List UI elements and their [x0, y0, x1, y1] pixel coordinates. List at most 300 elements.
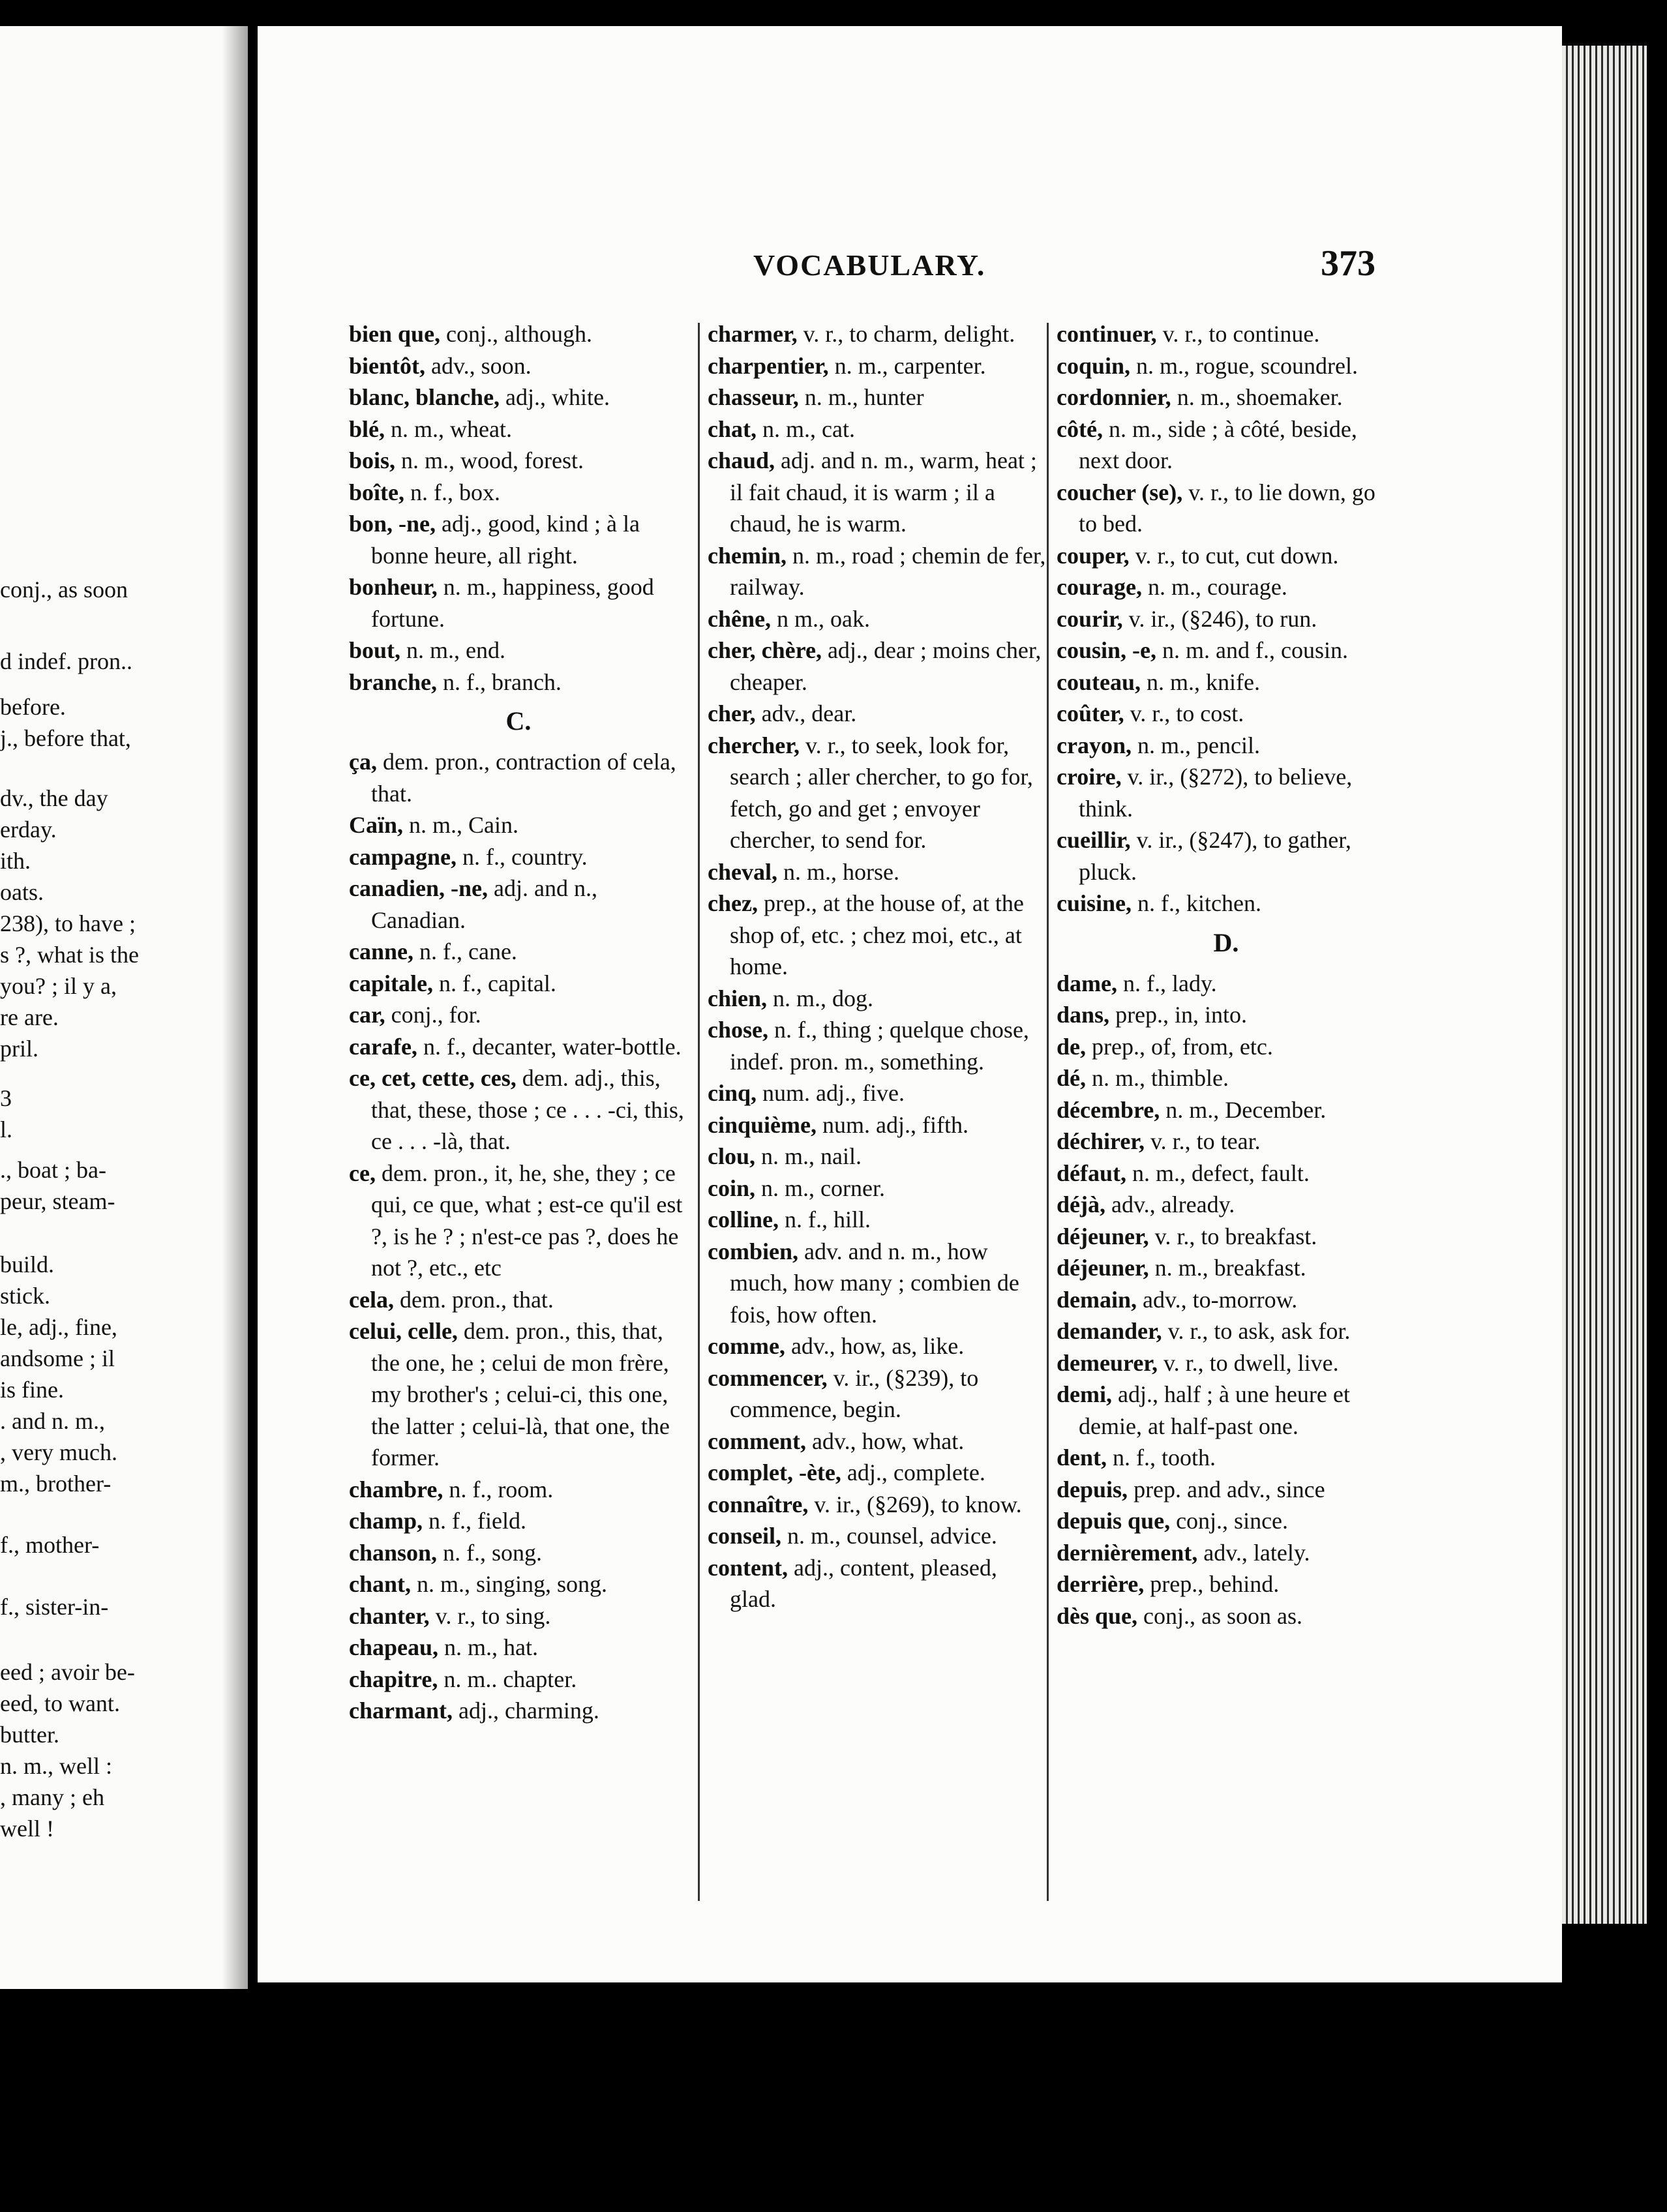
- vocabulary-entry: [1057, 1252, 1396, 1284]
- headword: chanter,: [349, 1602, 430, 1629]
- vocabulary-entry: [708, 350, 1047, 382]
- definition: n. m., end.: [400, 637, 506, 663]
- definition: v. ir., (§239), to commence, begin.: [730, 1364, 979, 1422]
- headword: bon, -ne,: [349, 511, 436, 537]
- previous-page-fragment: [0, 26, 248, 1989]
- headword: chemin,: [708, 542, 787, 569]
- fragment-line: d indef. pron..: [0, 648, 132, 674]
- headword: demeurer,: [1057, 1349, 1158, 1376]
- definition: n. f., room.: [443, 1476, 554, 1502]
- definition: adj., half ; à une heure et demie, at half-past one.: [1079, 1381, 1350, 1439]
- headword: chat,: [708, 415, 757, 442]
- definition: v. r., to dwell, live.: [1157, 1349, 1339, 1376]
- definition: n. f., country.: [457, 843, 588, 870]
- vocabulary-entry: [1057, 603, 1396, 635]
- vocabulary-entry: [1057, 888, 1396, 919]
- vocabulary-entry: [708, 1330, 1047, 1362]
- headword: coin,: [708, 1174, 756, 1201]
- vocabulary-entry: [708, 1552, 1047, 1615]
- definition: n. m., dog.: [767, 985, 874, 1011]
- definition: n m., oak.: [770, 605, 870, 632]
- page-header: [258, 243, 1562, 293]
- headword: comme,: [708, 1333, 785, 1359]
- definition: dem. pron., that.: [393, 1286, 554, 1313]
- definition: v. ir., (§269), to know.: [808, 1491, 1022, 1517]
- fragment-line: s ?, what is the: [0, 942, 139, 968]
- vocabulary-entry: [349, 999, 688, 1031]
- definition: n. m., knife.: [1141, 668, 1260, 695]
- headword: chant,: [349, 1571, 412, 1597]
- vocabulary-entry: [1057, 1284, 1396, 1316]
- headword: complet, -ète,: [708, 1459, 841, 1486]
- headword: défaut,: [1057, 1159, 1126, 1186]
- vocabulary-entry: [349, 635, 688, 666]
- headword: décembre,: [1057, 1096, 1160, 1123]
- vocabulary-entry: [349, 477, 688, 509]
- definition: n. m., December.: [1160, 1096, 1327, 1123]
- headword: clou,: [708, 1143, 756, 1169]
- headword: ce,: [349, 1159, 376, 1186]
- fragment-line: build.: [0, 1251, 55, 1278]
- vocabulary-entry: [349, 1031, 688, 1063]
- fragment-line: stick.: [0, 1283, 50, 1309]
- headword: chanson,: [349, 1539, 438, 1566]
- definition: adv., dear.: [755, 700, 857, 726]
- definition: adv., already.: [1105, 1191, 1235, 1218]
- fragment-line: well !: [0, 1816, 54, 1842]
- definition: n. f., lady.: [1117, 970, 1217, 996]
- vocabulary-entry: [708, 1520, 1047, 1552]
- vocabulary-entry: [349, 746, 688, 809]
- vocabulary-entry: [1057, 730, 1396, 762]
- headword: déjeuner,: [1057, 1255, 1149, 1281]
- headword: conseil,: [708, 1523, 781, 1549]
- definition: n. m., road ; chemin de fer, railway.: [730, 542, 1046, 600]
- vocabulary-entry: [349, 841, 688, 873]
- headword: Caïn,: [349, 812, 404, 838]
- headword: courir,: [1057, 605, 1123, 632]
- definition: n. m., defect, fault.: [1126, 1159, 1310, 1186]
- definition: n. m., thimble.: [1086, 1065, 1229, 1091]
- vocabulary-entry: [708, 635, 1047, 698]
- headword: couteau,: [1057, 668, 1141, 695]
- definition: conj., since.: [1170, 1508, 1289, 1534]
- vocabulary-page: [258, 26, 1562, 1982]
- vocabulary-entry: [349, 1664, 688, 1696]
- definition: adj., complete.: [841, 1459, 985, 1486]
- headword: chercher,: [708, 732, 800, 758]
- column-divider: [698, 323, 700, 1901]
- definition: adv., lately.: [1197, 1539, 1310, 1566]
- definition: dem. pron., it, he, she, they ; ce qui, ce que, what ; est-ce qu'il est ?, is he ? ; n'est-ce pas ?, does he not ?, etc., etc: [371, 1159, 683, 1281]
- definition: n. m., wood, forest.: [395, 447, 584, 473]
- definition: n. f., thing ; quelque chose, indef. pron. m., something.: [730, 1017, 1029, 1075]
- fragment-line: ., boat ; ba-: [0, 1157, 106, 1183]
- headword: bientôt,: [349, 352, 425, 379]
- fragment-line: ith.: [0, 848, 31, 874]
- definition: num. adj., fifth.: [817, 1111, 969, 1138]
- definition: n. m., Cain.: [403, 812, 519, 838]
- vocabulary-entry: [708, 318, 1047, 350]
- vocabulary-entry: [1057, 540, 1396, 572]
- headword: charmant,: [349, 1697, 453, 1724]
- headword: depuis,: [1057, 1476, 1128, 1502]
- definition: n. m. and f., cousin.: [1156, 637, 1348, 663]
- definition: v. r., to charm, delight.: [797, 321, 1015, 347]
- definition: prep., of, from, etc.: [1086, 1033, 1273, 1060]
- definition: dem. adj., this, that, these, those ; ce . . . -ci, this, ce . . . -là, that.: [371, 1065, 684, 1154]
- headword: comment,: [708, 1427, 806, 1454]
- vocabulary-entry: [349, 809, 688, 841]
- headword: branche,: [349, 668, 437, 695]
- definition: n. f., kitchen.: [1132, 890, 1261, 916]
- vocabulary-entry: [1057, 1094, 1396, 1126]
- vocabulary-entry: [1057, 1474, 1396, 1506]
- headword: commencer,: [708, 1364, 828, 1391]
- fragment-line: . and n. m.,: [0, 1408, 105, 1434]
- definition: n. m., nail.: [755, 1143, 862, 1169]
- headword: celui, celle,: [349, 1318, 458, 1344]
- headword: cela,: [349, 1286, 394, 1313]
- headword: car,: [349, 1002, 385, 1028]
- fragment-line: pril.: [0, 1036, 38, 1062]
- headword: boîte,: [349, 479, 404, 505]
- vocabulary-entry: [1057, 999, 1396, 1031]
- fragment-line: l.: [0, 1116, 13, 1143]
- definition: adv. and n. m., how much, how many ; combien de fois, how often.: [730, 1238, 1019, 1328]
- definition: prep. and adv., since: [1128, 1476, 1325, 1502]
- fragment-line: , very much.: [0, 1439, 117, 1465]
- fragment-line: oats.: [0, 879, 44, 905]
- definition: conj., as soon as.: [1137, 1602, 1302, 1629]
- headword: cher, chère,: [708, 637, 822, 663]
- vocabulary-entry: [1057, 571, 1396, 603]
- definition: dem. pron., this, that, the one, he ; celui de mon frère, my brother's ; celui-ci, this one, the latter ; celui-là, that one, the former.: [371, 1318, 670, 1471]
- vocabulary-entry: [708, 381, 1047, 413]
- headword: cordonnier,: [1057, 384, 1171, 410]
- headword: derrière,: [1057, 1571, 1145, 1597]
- definition: adv., to-morrow.: [1137, 1286, 1298, 1313]
- headword: cueillir,: [1057, 827, 1131, 853]
- headword: dernièrement,: [1057, 1539, 1198, 1566]
- vocabulary-entry: [708, 698, 1047, 730]
- headword: crayon,: [1057, 732, 1132, 758]
- headword: ce, cet, cette, ces,: [349, 1065, 517, 1091]
- headword: courage,: [1057, 574, 1142, 600]
- vocabulary-entry: [708, 1141, 1047, 1173]
- definition: n. m., pencil.: [1131, 732, 1260, 758]
- headword: dame,: [1057, 970, 1117, 996]
- vocabulary-entry: [708, 445, 1047, 540]
- headword: croire,: [1057, 764, 1122, 790]
- headword: ça,: [349, 749, 377, 775]
- fragment-line: andsome ; il: [0, 1345, 115, 1371]
- vocabulary-entry: [708, 1173, 1047, 1204]
- vocabulary-entry: [708, 413, 1047, 445]
- vocabulary-column-2: [708, 318, 1047, 1916]
- vocabulary-entry: [349, 936, 688, 968]
- definition: dem. pron., contraction of cela, that.: [371, 749, 676, 807]
- vocabulary-entry: [708, 1426, 1047, 1457]
- vocabulary-entry: [1057, 1600, 1396, 1632]
- headword: dent,: [1057, 1444, 1107, 1471]
- vocabulary-entry: [349, 508, 688, 571]
- vocabulary-entry: [349, 968, 688, 1000]
- definition: num. adj., five.: [757, 1080, 905, 1106]
- vocabulary-entry: [349, 1632, 688, 1664]
- definition: n. m., counsel, advice.: [781, 1523, 997, 1549]
- page-number: 373: [1321, 243, 1375, 284]
- definition: n. m., corner.: [755, 1174, 885, 1201]
- headword: connaître,: [708, 1491, 809, 1517]
- vocabulary-entry: [1057, 1221, 1396, 1253]
- vocabulary-entry: [1057, 1568, 1396, 1600]
- column-divider: [1047, 323, 1049, 1901]
- headword: demain,: [1057, 1286, 1137, 1313]
- definition: n. f., field.: [423, 1508, 526, 1534]
- vocabulary-entry: [349, 1315, 688, 1474]
- fragment-line: dv., the day: [0, 785, 108, 811]
- page-edges: [1562, 46, 1647, 1924]
- vocabulary-entry: [1057, 1537, 1396, 1569]
- vocabulary-entry: [708, 1457, 1047, 1489]
- vocabulary-entry: [349, 1600, 688, 1632]
- headword: blé,: [349, 415, 385, 442]
- headword: chose,: [708, 1017, 768, 1043]
- definition: n. m., carpenter.: [828, 352, 986, 379]
- definition: n. f., hill.: [778, 1206, 871, 1233]
- definition: n. m., breakfast.: [1149, 1255, 1306, 1281]
- vocabulary-entry: [1057, 350, 1396, 382]
- definition: conj., although.: [440, 321, 593, 347]
- headword: déjeuner,: [1057, 1223, 1149, 1249]
- definition: n. f., decanter, water-bottle.: [417, 1033, 682, 1060]
- definition: n. m., courage.: [1141, 574, 1287, 600]
- vocabulary-entry: [1057, 1158, 1396, 1189]
- vocabulary-entry: [349, 1537, 688, 1569]
- definition: conj., for.: [385, 1002, 481, 1028]
- definition: adv., how, as, like.: [785, 1333, 965, 1359]
- fragment-line: , many ; eh: [0, 1784, 104, 1810]
- definition: n. f., box.: [404, 479, 500, 505]
- definition: v. ir., (§247), to gather, pluck.: [1079, 827, 1351, 885]
- headword: déchirer,: [1057, 1128, 1145, 1154]
- vocabulary-entry: [708, 540, 1047, 603]
- definition: n. m., wheat.: [385, 415, 512, 442]
- headword: cuisine,: [1057, 890, 1132, 916]
- vocabulary-entry: [1057, 381, 1396, 413]
- fragment-line: n. m., well :: [0, 1753, 112, 1779]
- headword: dès que,: [1057, 1602, 1138, 1629]
- vocabulary-entry: [349, 413, 688, 445]
- headword: capitale,: [349, 970, 433, 996]
- vocabulary-entry: [1057, 1189, 1396, 1221]
- definition: v. r., to lie down, go to bed.: [1079, 479, 1375, 537]
- section-letter: D.: [1213, 927, 1239, 957]
- headword: depuis que,: [1057, 1508, 1171, 1534]
- headword: colline,: [708, 1206, 779, 1233]
- headword: campagne,: [349, 843, 457, 870]
- definition: v. r., to tear.: [1144, 1128, 1261, 1154]
- definition: adj., charming.: [452, 1697, 599, 1724]
- headword: cheval,: [708, 858, 777, 885]
- vocabulary-entry: [1057, 318, 1396, 350]
- vocabulary-entry: [1057, 1126, 1396, 1158]
- headword: content,: [708, 1554, 788, 1581]
- fragment-line: eed, to want.: [0, 1690, 120, 1716]
- definition: n. m., hunter: [798, 384, 924, 410]
- definition: n. f., capital.: [432, 970, 556, 996]
- definition: n. f., branch.: [437, 668, 562, 695]
- headword: chasseur,: [708, 384, 799, 410]
- headword: bonheur,: [349, 574, 438, 600]
- headword: carafe,: [349, 1033, 417, 1060]
- vocabulary-entry: [349, 1158, 688, 1284]
- fragment-line: m., brother-: [0, 1471, 112, 1497]
- definition: adv., how, what.: [805, 1427, 965, 1454]
- definition: n. m., cat.: [757, 415, 855, 442]
- headword: chien,: [708, 985, 768, 1011]
- vocabulary-entry: [349, 1284, 688, 1316]
- headword: continuer,: [1057, 321, 1157, 347]
- vocabulary-entry: [708, 603, 1047, 635]
- definition: v. r., to sing.: [429, 1602, 551, 1629]
- vocabulary-entry: [349, 666, 688, 698]
- vocabulary-entry: [1057, 968, 1396, 1000]
- headword: chambre,: [349, 1476, 443, 1502]
- definition: v. r., to ask, ask for.: [1162, 1318, 1351, 1344]
- definition: adj., good, kind ; à la bonne heure, all right.: [371, 511, 640, 569]
- fragment-line: you? ; il y a,: [0, 973, 117, 999]
- definition: n. m., side ; à côté, beside, next door.: [1079, 415, 1357, 473]
- headword: chaud,: [708, 447, 775, 473]
- headword: cinquième,: [708, 1111, 817, 1138]
- definition: n. f., tooth.: [1107, 1444, 1216, 1471]
- definition: v. r., to continue.: [1156, 321, 1320, 347]
- vocabulary-entry: [708, 856, 1047, 888]
- vocabulary-column-1: [349, 318, 688, 1916]
- definition: v. ir., (§246), to run.: [1122, 605, 1317, 632]
- headword: bien que,: [349, 321, 441, 347]
- definition: n. f., cane.: [413, 938, 517, 964]
- definition: prep., in, into.: [1109, 1002, 1248, 1028]
- fragment-line: j., before that,: [0, 725, 131, 751]
- headword: chapeau,: [349, 1634, 439, 1660]
- definition: adj., dear ; moins cher, cheaper.: [730, 637, 1042, 695]
- vocabulary-entry: [349, 445, 688, 477]
- headword: bout,: [349, 637, 401, 663]
- vocabulary-entry: [1057, 666, 1396, 698]
- vocabulary-entry: [708, 1014, 1047, 1077]
- headword: de,: [1057, 1033, 1086, 1060]
- definition: v. r., to breakfast.: [1149, 1223, 1317, 1249]
- definition: n. m.. chapter.: [438, 1666, 577, 1692]
- vocabulary-entry: [708, 1236, 1047, 1331]
- headword: charmer,: [708, 321, 798, 347]
- definition: v. ir., (§272), to believe, think.: [1079, 764, 1353, 822]
- fragment-line: 3: [0, 1085, 12, 1111]
- fragment-line: peur, steam-: [0, 1188, 115, 1214]
- fragment-line: f., mother-: [0, 1532, 100, 1558]
- vocabulary-entry: [1057, 1379, 1396, 1442]
- headword: cher,: [708, 700, 756, 726]
- definition: adv., soon.: [425, 352, 532, 379]
- vocabulary-entry: [708, 730, 1047, 856]
- fragment-line: erday.: [0, 816, 57, 843]
- fragment-line: eed ; avoir be-: [0, 1659, 135, 1685]
- headword: demi,: [1057, 1381, 1112, 1407]
- headword: dé,: [1057, 1065, 1086, 1091]
- headword: coquin,: [1057, 352, 1131, 379]
- vocabulary-entry: [1057, 1442, 1396, 1474]
- fragment-line: f., sister-in-: [0, 1594, 109, 1620]
- vocabulary-entry: [349, 1505, 688, 1537]
- vocabulary-entry: [708, 1109, 1047, 1141]
- definition: n. m., shoemaker.: [1171, 384, 1343, 410]
- fragment-line: butter.: [0, 1722, 59, 1748]
- vocabulary-entry: [349, 318, 688, 350]
- vocabulary-entry: [1057, 477, 1396, 540]
- vocabulary-entry: [708, 1204, 1047, 1236]
- headword: champ,: [349, 1508, 423, 1534]
- headword: coucher (se),: [1057, 479, 1183, 505]
- headword: chêne,: [708, 605, 771, 632]
- definition: prep., behind.: [1144, 1571, 1280, 1597]
- vocabulary-entry: [1057, 761, 1396, 824]
- headword: charpentier,: [708, 352, 829, 379]
- vocabulary-entry: [1057, 1031, 1396, 1063]
- fragment-line: le, adj., fine,: [0, 1314, 117, 1340]
- definition: prep., at the house of, at the shop of, etc. ; chez moi, etc., at home.: [730, 890, 1024, 979]
- vocabulary-entry: [1057, 1062, 1396, 1094]
- vocabulary-entry: [349, 873, 688, 936]
- headword: cinq,: [708, 1080, 757, 1106]
- definition: adj. and n., Canadian.: [371, 875, 597, 933]
- definition: adj., content, pleased, glad.: [730, 1554, 997, 1612]
- headword: dans,: [1057, 1002, 1110, 1028]
- headword: côté,: [1057, 415, 1103, 442]
- definition: n. m., singing, song.: [411, 1571, 608, 1597]
- definition: n. m., hat.: [438, 1634, 539, 1660]
- headword: couper,: [1057, 542, 1130, 569]
- fragment-line: conj., as soon: [0, 576, 128, 603]
- headword: cousin, -e,: [1057, 637, 1156, 663]
- vocabulary-entry: [349, 1695, 688, 1727]
- vocabulary-entry: [708, 1077, 1047, 1109]
- headword: canne,: [349, 938, 413, 964]
- vocabulary-entry: [349, 1568, 688, 1600]
- vocabulary-entry: [1057, 698, 1396, 730]
- headword: canadien, -ne,: [349, 875, 488, 901]
- fragment-line: re are.: [0, 1004, 59, 1030]
- vocabulary-entry: [349, 1062, 688, 1158]
- headword: chapitre,: [349, 1666, 438, 1692]
- definition: v. r., to seek, look for, search ; aller chercher, to go for, fetch, go and get ; envoyer chercher, to send for.: [730, 732, 1033, 853]
- definition: n. m., happiness, good fortune.: [371, 574, 654, 632]
- vocabulary-entry: [349, 1474, 688, 1506]
- definition: n. m., horse.: [777, 858, 899, 885]
- vocabulary-entry: [349, 571, 688, 635]
- fragment-line: is fine.: [0, 1377, 64, 1403]
- headword: combien,: [708, 1238, 798, 1264]
- definition: v. r., to cut, cut down.: [1129, 542, 1339, 569]
- vocabulary-column-3: [1057, 318, 1396, 1916]
- vocabulary-entry: [708, 983, 1047, 1015]
- headword: coûter,: [1057, 700, 1124, 726]
- vocabulary-entry: [1057, 1505, 1396, 1537]
- headword: déjà,: [1057, 1191, 1105, 1218]
- headword: bois,: [349, 447, 396, 473]
